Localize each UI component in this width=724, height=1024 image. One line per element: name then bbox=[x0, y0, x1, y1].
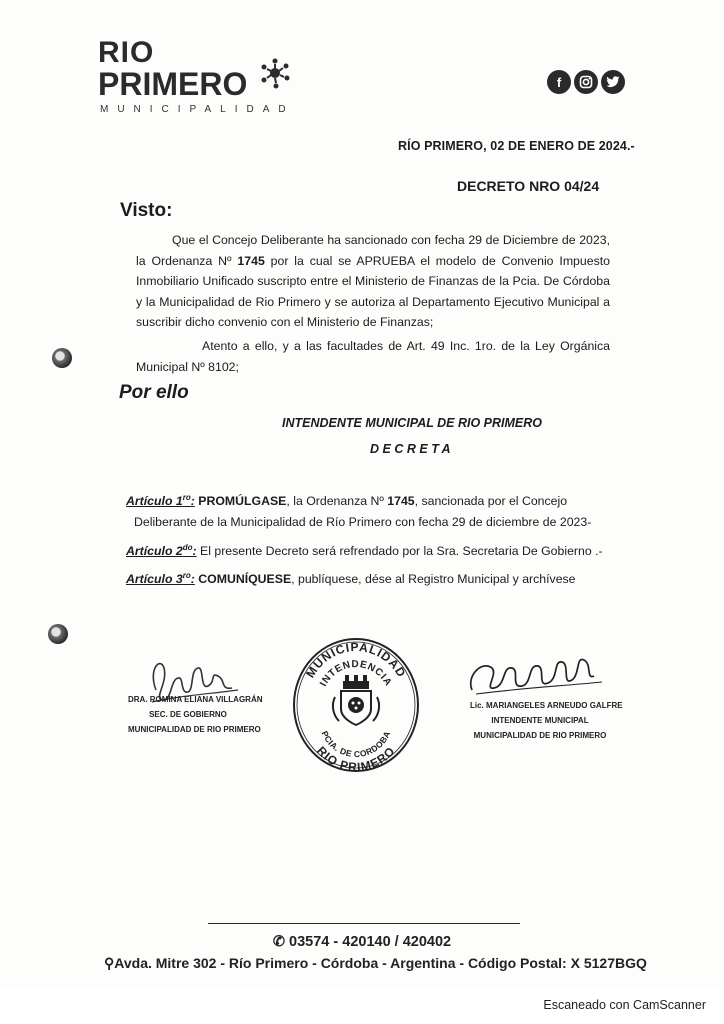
article-1-number: 1745 bbox=[387, 494, 415, 509]
article-3 bbox=[126, 566, 576, 590]
ordinance-number: 1745 bbox=[237, 253, 265, 268]
sun-people-icon bbox=[258, 56, 292, 90]
article-2-label: Artículo $2^{do}$: bbox=[126, 543, 197, 559]
footer-divider bbox=[208, 923, 520, 924]
article-3-text: , publíquese, dése al Registro Municipal y archívese bbox=[291, 572, 576, 587]
article-1-text-a: , la Ordenanza Nº bbox=[286, 494, 388, 509]
footer-address bbox=[104, 955, 647, 972]
scanner-watermark-text: Escaneado con CamScanner bbox=[543, 998, 706, 1012]
logo-municipalidad-text: MUNICIPALIDAD bbox=[100, 104, 295, 115]
article-1 bbox=[126, 488, 608, 532]
facebook-icon: f bbox=[547, 70, 571, 94]
por-ello-heading: Por ello bbox=[119, 382, 189, 403]
location-pin-icon: ⚲ bbox=[104, 955, 115, 971]
signature-secretary bbox=[128, 650, 263, 740]
article-2-text: El presente Decreto será refrendado por la Sra. Secretaria De Gobierno .- bbox=[196, 544, 603, 559]
article-1-label: Artículo $1^{ro}$: bbox=[126, 493, 195, 509]
visto-paragraph bbox=[136, 230, 610, 333]
document-date: RÍO PRIMERO, 02 DE ENERO DE 2024.- bbox=[398, 139, 635, 153]
decreta-heading: DECRETA bbox=[370, 442, 454, 456]
intendente-heading: INTENDENTE MUNICIPAL DE RIO PRIMERO bbox=[282, 416, 542, 430]
social-icons bbox=[547, 70, 625, 94]
margin-punch-mark bbox=[52, 348, 72, 368]
intendente-signature-text: Lic. MARIANGELES ARNEUDO GALFRE INTENDENTE MUNICIPAL MUNICIPALIDAD DE RIO PRIMERO bbox=[470, 701, 623, 740]
secretary-signature-text: DRA. ROMINA ELIANA VILLAGRÁN SEC. DE GOBIERNO MUNICIPALIDAD DE RIO PRIMERO bbox=[128, 695, 263, 734]
signature-intendente bbox=[462, 646, 623, 742]
atento-paragraph: Atento a ello, y a las facultades de Art. 49 Inc. 1ro. de la Ley Orgánica Municipal Nº 8102; bbox=[136, 339, 610, 374]
svg-text:PCIA. DE CORDOBA: PCIA. DE CORDOBA bbox=[319, 729, 393, 760]
phone-number: 03574 - 420140 / 420402 bbox=[289, 934, 452, 950]
svg-text:INTENDENCIA: INTENDENCIA bbox=[318, 658, 394, 689]
article-3-key: COMUNÍQUESE bbox=[198, 572, 292, 587]
decree-number: DECRETO NRO 04/24 bbox=[457, 178, 600, 194]
article-1-text-b: , sancionada por el Concejo bbox=[414, 494, 568, 509]
footer-phone bbox=[0, 934, 724, 950]
visto-text-b: por la cual se APRUEBA el modelo de Convenio Impuesto Inmobiliario Unificado suscripto entre el Ministerio de Finanzas de la Pcia. De Córdoba y la Municipalidad de Rio Primero y se autoriza al Departamento Ejecutivo Municipal a suscribir dicho convenio con el Ministerio de Finanzas; bbox=[136, 253, 610, 329]
municipality-logo bbox=[98, 38, 298, 118]
visto-heading: Visto: bbox=[120, 200, 173, 221]
twitter-icon bbox=[601, 70, 625, 94]
article-2 bbox=[126, 538, 603, 562]
phone-icon: ✆ bbox=[272, 934, 290, 950]
svg-text:MUNICIPALIDAD: MUNICIPALIDAD bbox=[303, 639, 409, 681]
article-1-key: PROMÚLGASE bbox=[198, 494, 287, 509]
scanner-watermark-bar bbox=[0, 990, 724, 1024]
handwritten-signature bbox=[462, 646, 612, 706]
logo-rio-text: RIO bbox=[98, 36, 155, 69]
visto-text-a: Que el Concejo Deliberante ha sancionado con fecha 29 de Diciembre de 2023, la Ordenanza Nº bbox=[136, 233, 610, 268]
article-3-label: Artículo $3^{ro}$: bbox=[126, 571, 195, 587]
address-text: Avda. Mitre 302 - Río Primero - Córdoba - Argentina - Código Postal: X 5127BGQ bbox=[114, 955, 647, 971]
instagram-icon bbox=[574, 70, 598, 94]
logo-primero-text: PRIMERO bbox=[98, 66, 248, 102]
article-1-text-c: Deliberante de la Municipalidad de Río Primero con fecha 29 de diciembre de 2023- bbox=[134, 514, 592, 529]
municipal-seal bbox=[291, 631, 421, 773]
svg-text:RIO PRIMERO: RIO PRIMERO bbox=[314, 743, 398, 773]
margin-punch-mark bbox=[48, 624, 68, 644]
seal-emblem bbox=[333, 675, 379, 725]
